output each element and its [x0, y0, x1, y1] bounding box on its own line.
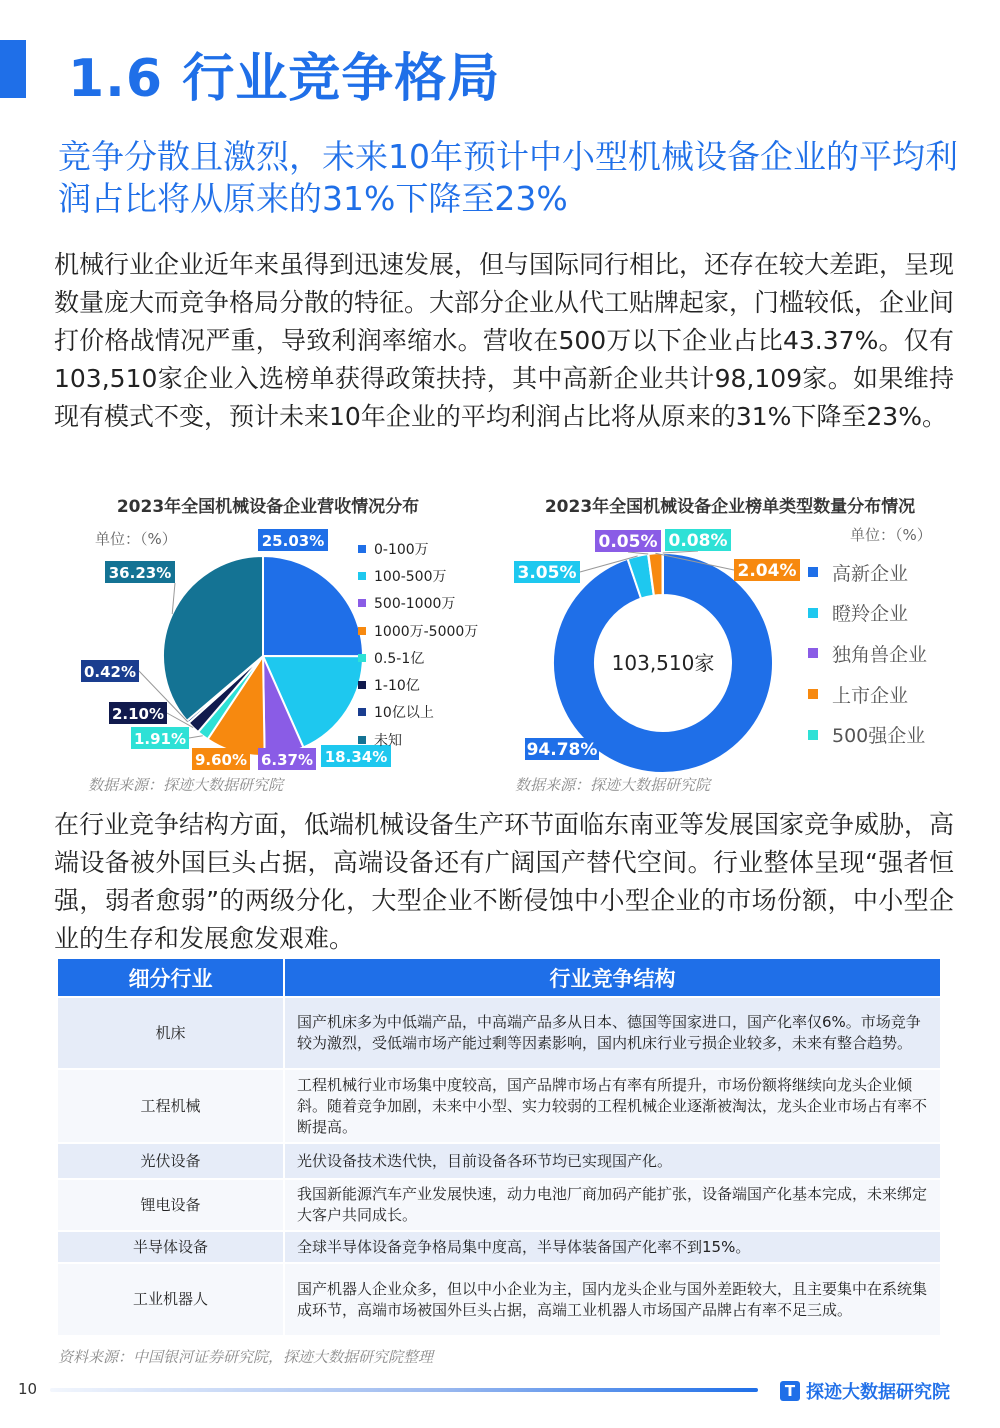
structure-cell: 工程机械行业市场集中度较高，国产品牌市场占有率有所提升，市场份额将继续向龙头企业倾斜。随着竞争加剧，未来中小型、实力较弱的工程机械企业逐渐被淘汰，龙头企业市场占有率不断提高。	[284, 1069, 940, 1143]
chart2-legend-label: 上市企业	[832, 684, 909, 707]
chart2-legend-item	[808, 593, 927, 634]
chart1-legend-label: 1-10亿	[374, 678, 420, 695]
chart2-slice	[662, 553, 663, 595]
chart2-legend-label: 高新企业	[832, 562, 909, 585]
chart1-data-label: 2.10%	[111, 705, 165, 723]
segment-cell: 机床	[58, 997, 284, 1069]
chart1-data-label: 18.34%	[324, 748, 388, 766]
ranking-donut-chart	[500, 520, 820, 790]
chart2-source: 数据来源：探迹大数据研究院	[515, 776, 711, 794]
page-subtitle: 竞争分散且激烈，未来10年预计中小型机械设备企业的平均利润占比将从原来的31%下降至23%	[58, 137, 958, 218]
chart1-legend-item	[358, 617, 478, 644]
chart1-data-label: 9.60%	[194, 751, 248, 769]
header-segment: 细分行业	[58, 959, 284, 997]
chart2-title: 2023年全国机械设备企业榜单类型数量分布情况	[544, 497, 916, 517]
chart2-data-label: 3.05%	[517, 563, 577, 583]
chart1-legend-item	[358, 726, 478, 753]
segment-cell: 半导体设备	[58, 1231, 284, 1263]
structure-cell: 我国新能源汽车产业发展快速，动力电池厂商加码产能扩张，设备端国产化基本完成，未来绑定大客户共同成长。	[284, 1179, 940, 1231]
chart2-leader-line	[663, 551, 698, 553]
page-number: 10	[18, 1380, 38, 1398]
chart1-legend	[358, 535, 478, 753]
chart2-legend	[808, 552, 927, 755]
chart1-legend-item	[358, 535, 478, 562]
chart2-data-label: 2.04%	[737, 561, 797, 581]
structure-cell: 光伏设备技术迭代快，目前设备各环节均已实现国产化。	[284, 1143, 940, 1179]
chart1-title: 2023年全国机械设备企业营收情况分布	[116, 497, 420, 517]
table-row	[58, 1143, 940, 1179]
footer-divider	[50, 1388, 758, 1392]
chart2-legend-item	[808, 633, 927, 674]
T-logo-icon: T	[780, 1381, 800, 1401]
chart1-legend-swatch	[358, 627, 366, 635]
chart2-legend-swatch	[808, 608, 818, 618]
chart1-legend-label: 500-1000万	[374, 596, 456, 613]
segment-cell: 锂电设备	[58, 1179, 284, 1231]
segment-cell: 工业机器人	[58, 1263, 284, 1335]
chart1-legend-swatch	[358, 654, 366, 662]
chart1-legend-label: 未知	[374, 732, 402, 749]
chart1-legend-swatch	[358, 545, 366, 553]
chart2-legend-swatch	[808, 730, 818, 740]
chart1-legend-swatch	[358, 708, 366, 716]
segment-cell: 光伏设备	[58, 1143, 284, 1179]
chart2-legend-label: 500强企业	[832, 725, 926, 748]
chart1-legend-label: 0-100万	[374, 541, 429, 558]
chart1-legend-item	[358, 699, 478, 726]
chart2-legend-label: 独角兽企业	[832, 643, 928, 666]
chart2-data-label: 0.05%	[598, 532, 658, 552]
chart1-data-label: 6.37%	[260, 751, 314, 769]
chart1-legend-label: 100-500万	[374, 568, 447, 585]
structure-cell: 全球半导体设备竞争格局集中度高，半导体装备国产化率不到15%。	[284, 1231, 940, 1263]
competition-table	[58, 959, 940, 1335]
table-header-row	[58, 959, 940, 997]
table-row	[58, 1179, 940, 1231]
chart2-legend-item	[808, 714, 927, 755]
chart1-data-label: 25.03%	[261, 532, 325, 550]
chart1-data-label: 1.91%	[133, 730, 187, 748]
intro-paragraph: 机械行业企业近年来虽得到迅速发展，但与国际同行相比，还存在较大差距，呈现数量庞大而竞争格局分散的特征。大部分企业从代工贴牌起家，门槛较低，企业间打价格战情况严重，导致利润率缩水。营收在500万以下企业占比43.37%。仅有103,510家企业入选榜单获得政策扶持，其中高新企业共计98,109家。如果维持现有模式不变，预计未来10年企业的平均利润占比将从原来的31%下降至23%。	[54, 250, 955, 431]
chart1-data-label: 0.42%	[83, 663, 137, 681]
chart1-leader-line	[189, 736, 203, 738]
title-accent-bar	[0, 40, 26, 98]
chart1-legend-label: 0.5-1亿	[374, 650, 425, 667]
structure-cell: 国产机床多为中低端产品，中高端产品多从日本、德国等国家进口，国产化率仅6%。市场竞争较为激烈，受低端市场产能过剩等因素影响，国内机床行业亏损企业较多，未来有整合趋势。	[284, 997, 940, 1069]
chart1-legend-item	[358, 671, 478, 698]
footer-brand	[780, 1378, 950, 1404]
chart2-legend-label: 瞪羚企业	[832, 603, 909, 626]
chart1-legend-item	[358, 644, 478, 671]
chart2-center-label: 103,510家	[611, 651, 715, 675]
chart1-legend-item	[358, 562, 478, 589]
chart1-slice	[263, 556, 363, 656]
chart2-legend-item	[808, 552, 927, 593]
chart1-source: 数据来源：探迹大数据研究院	[88, 776, 284, 794]
chart2-data-label: 94.78%	[526, 740, 598, 760]
chart1-data-label: 36.23%	[108, 564, 172, 582]
chart2-legend-swatch	[808, 648, 818, 658]
chart1-legend-swatch	[358, 599, 366, 607]
chart1-legend-swatch	[358, 681, 366, 689]
chart2-leader-line	[628, 552, 648, 554]
chart1-legend-swatch	[358, 736, 366, 744]
segment-cell: 工程机械	[58, 1069, 284, 1143]
chart2-legend-item	[808, 674, 927, 715]
chart1-legend-label: 10亿以上	[374, 705, 434, 722]
brand-name: 探迹大数据研究院	[806, 1382, 950, 1403]
chart1-legend-item	[358, 590, 478, 617]
competition-paragraph: 在行业竞争结构方面，低端机械设备生产环节面临东南亚等发展国家竞争威胁，高端设备被外国巨头占据，高端设备还有广阔国产替代空间。行业整体呈现“强者恒强，弱者愈弱”的两级分化，大型企业不断侵蚀中小型企业的市场份额，中小型企业的生存和发展愈发艰难。	[54, 810, 955, 953]
chart1-unit: 单位：（%）	[95, 530, 177, 548]
table-row	[58, 1069, 940, 1143]
table-row	[58, 1263, 940, 1335]
table-source: 资料来源：中国银河证券研究院，探迹大数据研究院整理	[58, 1348, 434, 1366]
page-title: 1.6 行业竞争格局	[68, 49, 501, 109]
chart2-legend-swatch	[808, 567, 818, 577]
table-row	[58, 997, 940, 1069]
header-structure: 行业竞争结构	[284, 959, 940, 997]
chart1-legend-label: 1000万-5000万	[374, 623, 479, 640]
structure-cell: 国产机器人企业众多，但以中小企业为主，国内龙头企业与国外差距较大，且主要集中在系统集成环节，高端市场被国外巨头占据，高端工业机器人市场国产品牌占有率不足三成。	[284, 1263, 940, 1335]
table-row	[58, 1231, 940, 1263]
chart1-legend-swatch	[358, 572, 366, 580]
chart2-unit: 单位：（%）	[850, 526, 932, 544]
chart2-data-label: 0.08%	[668, 531, 728, 551]
chart2-legend-swatch	[808, 689, 818, 699]
